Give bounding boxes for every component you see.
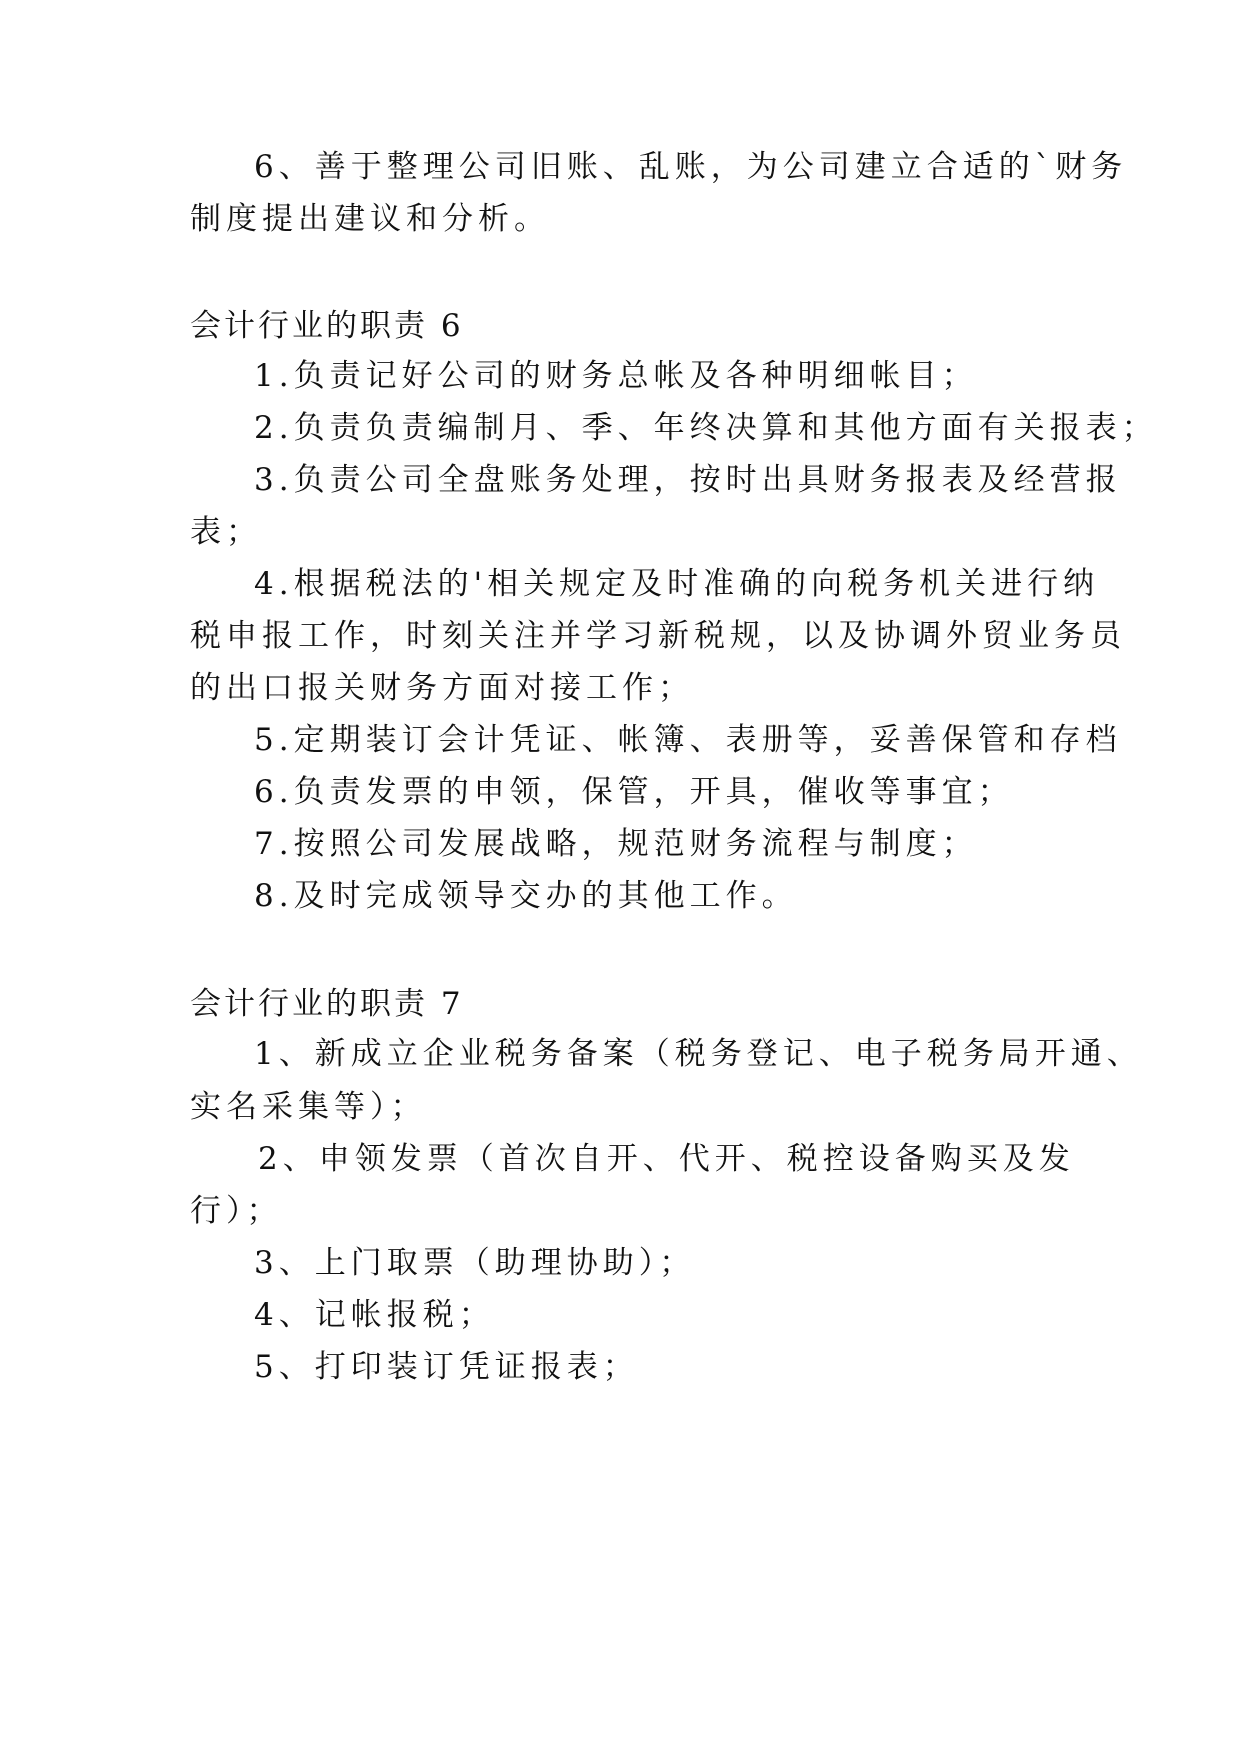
section-6-item-4-line-2: 税申报工作，时刻关注并学习新税规，以及协调外贸业务员 <box>190 618 1126 654</box>
section-7-item-1-line-1: 1、新成立企业税务备案（税务登记、电子税务局开通、 <box>254 1036 1143 1072</box>
section-7-item-2-line-1: 2、申领发票（首次自开、代开、税控设备购买及发 <box>258 1141 1075 1177</box>
section-6-heading: 会计行业的职责 6 <box>190 308 464 344</box>
section-6-item-3-line-2: 表； <box>190 514 262 550</box>
section-6-item-4-line-3: 的出口报关财务方面对接工作； <box>190 670 694 706</box>
intro-line-1: 6、善于整理公司旧账、乱账，为公司建立合适的`财务 <box>254 149 1128 185</box>
section-6-item-3-line-1: 3.负责公司全盘账务处理，按时出具财务报表及经营报 <box>254 462 1122 498</box>
section-7-item-3: 3、上门取票（助理协助）； <box>254 1245 696 1281</box>
section-7-item-4: 4、记帐报税； <box>254 1297 495 1333</box>
section-6-item-7: 7.按照公司发展战略，规范财务流程与制度； <box>254 826 978 862</box>
section-6-item-5: 5.定期装订会计凭证、帐簿、表册等，妥善保管和存档 <box>254 722 1122 758</box>
section-6-item-2: 2.负责负责编制月、季、年终决算和其他方面有关报表； <box>254 410 1158 446</box>
intro-line-2: 制度提出建议和分析。 <box>190 201 550 237</box>
section-7-item-2-line-2: 行）； <box>190 1193 283 1229</box>
section-7-item-1-line-2: 实名采集等）； <box>190 1089 427 1125</box>
section-7-heading: 会计行业的职责 7 <box>190 986 464 1022</box>
section-7-item-5: 5、打印装订凭证报表； <box>254 1349 639 1385</box>
section-6-item-8: 8.及时完成领导交办的其他工作。 <box>254 878 798 914</box>
section-6-item-6: 6.负责发票的申领，保管，开具，催收等事宜； <box>254 774 1014 810</box>
section-6-item-4-line-1: 4.根据税法的'相关规定及时准确的向税务机关进行纳 <box>254 566 1100 602</box>
section-6-item-1: 1.负责记好公司的财务总帐及各种明细帐目； <box>254 358 978 394</box>
